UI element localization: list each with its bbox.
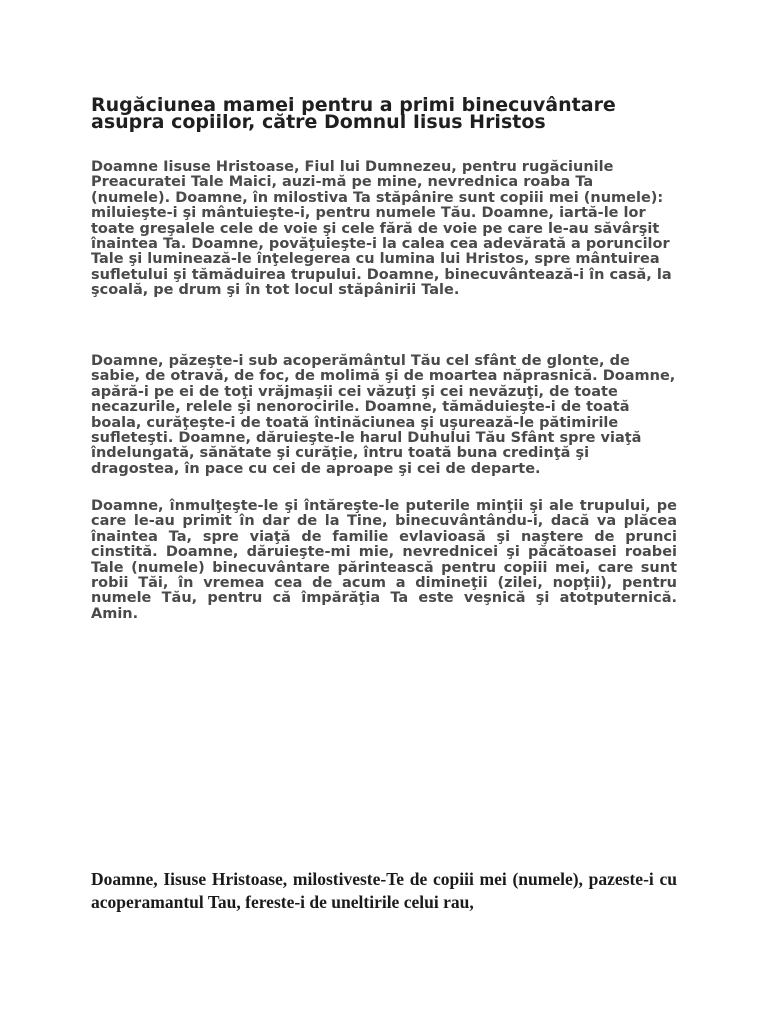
prayer-paragraph-3: Doamne, înmulţeşte-le şi întăreşte-le puterile minţii şi ale trupului, pe care le-au primit în dar de la Tine, binecuvântându-i, dacă va plăcea înaintea Ta, spre viaţă de familie evlavioasă şi naştere de prunci cinstită. Doamne, dăruieşte-mi mie, nevrednicei şi păcătoasei roabei Tale (numele) binecuvântare părintească pentru copiii mei, care sunt robii Tăi, în vremea cea de acum a dimineţii (zilei, nopţii), pentru numele Tău, pentru că împărăţia Ta este veşnică şi atotputernică. Amin. — [91, 498, 677, 622]
prayer-paragraph-1: Doamne Iisuse Hristoase, Fiul lui Dumnezeu, pentru rugăciunile Preacuratei Tale Maici, auzi-mă pe mine, nevrednica roaba Ta (numele). Doamne, în milostiva Ta stăpânire sunt copiii mei (numele): miluieşte-i şi mântuieşte-i, pentru numele Tău. Doamne, iartă-le lor toate greşalele cele de voie şi cele fără de voie pe care le-au săvârşit înaintea Ta. Doamne, povăţuieşte-i la calea cea adevărată a poruncilor Tale şi luminează-le înţelegerea cu lumina lui Hristos, spre mântuirea sufletului şi tămăduirea trupului. Doamne, binecuvântează-i în casă, la şcoală, pe drum şi în tot locul stăpânirii Tale. — [91, 159, 672, 299]
document-title: Rugăciunea mamei pentru a primi binecuvântare asupra copiilor, către Domnul Iisus Hristos — [91, 94, 616, 133]
prayer-paragraph-2: Doamne, păzeşte-i sub acoperământul Tău cel sfânt de glonte, de sabie, de otravă, de foc, de molimă şi de moartea năprasnică. Doamne, apără-i pe ei de toţi vrăjmaşii cei văzuţi şi cei nevăzuţi, de toate necazurile, relele şi nenorocirile. Doamne, tămăduieşte-i de toată boala, curăţeşte-i de toată întinăciunea şi uşurează-le pătimirile sufleteşti. Doamne, dăruieşte-le harul Duhului Tău Sfânt spre viaţă îndelungată, sănătate şi curăţie, întru toată buna credinţă şi dragostea, în pace cu cei de aproape şi cei de departe. — [91, 353, 676, 477]
prayer-paragraph-4: Doamne, Iisuse Hristoase, milostiveste-Te de copiii mei (numele), pazeste-i cu acoperamantul Tau, fereste-i de uneltirile celui rau, — [91, 869, 677, 912]
